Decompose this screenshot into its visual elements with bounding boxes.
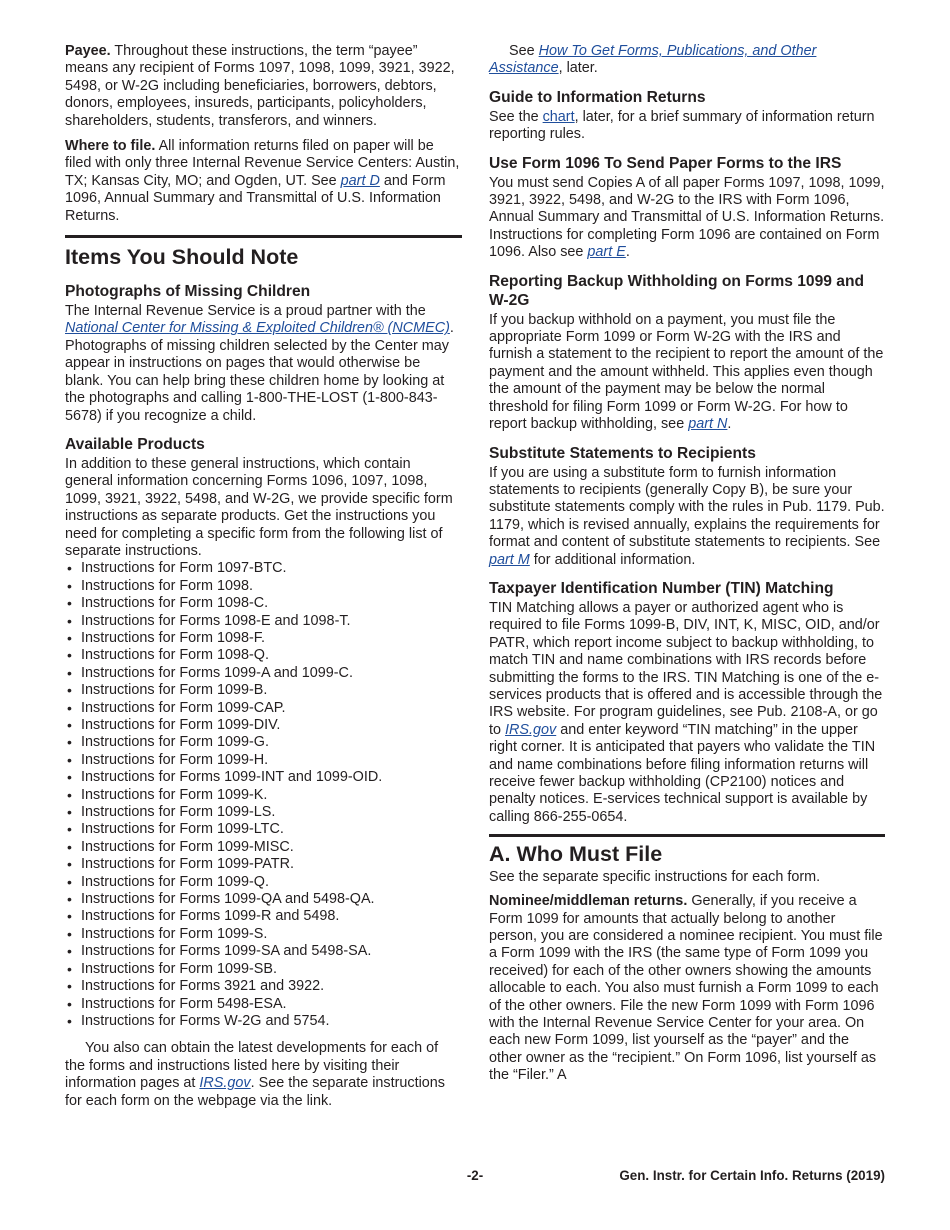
available-products-intro: In addition to these general instructions, which contain general information concerning Forms 1096, 1097, 1098, 1099, 3921, 3922, 5498, and W-2G, we provide specific form instructions as separate products. Get the instructions you need for completing a specific form from the following list of separate instructions. [65,455,453,559]
list-item: • Instructions for Form 1099-PATR. [65,856,462,873]
missing-children-text-b: . Photographs of missing children selected by the Center may appear in instructions on pages that would otherwise be blank. You can help bring these children home by looking at the photographs and calling 1-800-THE-LOST (1-800-843-5678) if you recognize a child. [65,320,454,424]
substitute-text-a: If you are using a substitute form to furnish information statements to recipients (generally Copy B), be sure your substitute statements comply with the rules in Pub. 1179. Pub. 1179, which is revised annually, explains the requirements for format and content of substitute statements to recipients. See [489,464,885,551]
chart-link[interactable]: chart [542,108,575,125]
where-to-file-text-b: and Form 1096, Annual Summary and Transmittal of U.S. Information Returns. [65,172,446,224]
list-item: • Instructions for Forms W-2G and 5754. [65,1013,462,1030]
available-products-closing [65,1040,462,1110]
list-item: • Instructions for Form 1099-K. [65,787,462,804]
instructions-list [65,560,462,1030]
page-number: -2- [466,1168,484,1183]
list-item: • Instructions for Forms 1099-R and 5498. [65,908,462,925]
payee-term: Payee. [65,43,111,59]
list-item: • Instructions for Forms 3921 and 3922. [65,978,462,995]
substitute-paragraph [489,465,885,569]
nominee-term: Nominee/middleman returns. [489,893,688,910]
backup-text-a: If you backup withhold on a payment, you must file the appropriate Form 1099 or Form W-2G with the IRS and furnish a statement to the recipient to report the amount of the payment and the amount withheld. This applies even though the amount of the payment may be below the normal threshold for filing Form 1099 or Form W-2G. For how to report backup withholding, see [489,311,884,433]
list-item: • Instructions for Form 1098-F. [65,630,462,647]
guide-heading: Guide to Information Returns [489,88,706,106]
nominee-paragraph [489,893,885,1084]
guide-paragraph [489,109,885,144]
list-item: • Instructions for Form 1099-LS. [65,804,462,821]
backup-heading: Reporting Backup Withholding on Forms 1099 and W-2G [489,272,864,309]
irs-gov-link[interactable]: IRS.gov [199,1075,251,1092]
available-products-heading: Available Products [65,435,205,453]
see-forms-text-a: See [509,43,535,59]
payee-text: Throughout these instructions, the term “payee” means any recipient of Forms 1097, 1098, 1099, 3921, 3922, 5498, or W-2G including beneficiaries, borrowers, debtors, donors, employees, insureds, participants, policyholders, shareholders, students, transferors, and winners. [65,43,455,129]
list-item: • Instructions for Form 1099-LTC. [65,821,462,838]
form1096-text-a: You must send Copies A of all paper Forms 1097, 1098, 1099, 3921, 3922, 5498, and W-2G to the IRS with Form 1096, Annual Summary and Transmittal of U.S. Information Returns. Instructions for completing Form 1096 are contained on Form 1096. Also see [489,174,885,261]
substitute-text-b: for additional information. [533,551,696,568]
part-d-link[interactable]: part D [340,172,380,189]
form1096-heading: Use Form 1096 To Send Paper Forms to the IRS [489,154,842,172]
tin-heading: Taxpayer Identification Number (TIN) Matching [489,579,834,597]
get-forms-link[interactable]: How To Get Forms, Publications, and Other Assistance [489,43,817,77]
part-m-link[interactable]: part M [489,551,530,568]
list-item: • Instructions for Form 1099-MISC. [65,839,462,856]
closing-text-b: . See the separate instructions for each form on the webpage via the link. [65,1075,445,1109]
ncmec-link[interactable]: National Center for Missing & Exploited Children® (NCMEC) [65,320,450,337]
who-must-file-intro: See the separate specific instructions for each form. [489,869,821,886]
where-to-file-text-a: All information returns filed on paper will be filed with only three Internal Revenue Service Centers: Austin, TX; Kansas City, MO; and Ogden, UT. See [65,138,460,189]
payee-paragraph [65,43,462,130]
list-item: • Instructions for Form 1099-SB. [65,961,462,978]
list-item: • Instructions for Form 1099-G. [65,734,462,751]
tin-irs-gov-link[interactable]: IRS.gov [505,721,557,738]
footer-title: Gen. Instr. for Certain Info. Returns (2019) [619,1168,885,1183]
tin-text-b: and enter keyword “TIN matching” in the upper right corner. It is anticipated that payers who validate the TIN and name combinations before filing information returns will receive fewer backup withholding (CP2100) notices and penalty notices. E-services technical support is available by calling 866-255-0654. [489,721,876,825]
left-column [65,43,462,1116]
form1096-text-b: . [625,244,630,261]
list-item: • Instructions for Form 1099-Q. [65,874,462,891]
list-item: • Instructions for Form 1099-DIV. [65,717,462,734]
missing-children-text-a: The Internal Revenue Service is a proud partner with the [65,303,426,320]
where-to-file-paragraph [65,138,462,225]
missing-children-paragraph [65,303,462,425]
right-column [489,43,885,1091]
list-item: • Instructions for Forms 1099-A and 1099-C. [65,665,462,682]
nominee-text: Generally, if you receive a Form 1099 for amounts that actually belong to another person, you are considered a nominee recipient. You must file a Form 1099 with the IRS (the same type of Form 1099 you received) for each of the other owners showing the amounts allocable to each. You also must furnish a Form 1099 to each of the other owners. File the new Form 1099 with Form 1096 with the Internal Revenue Service Center for your area. On each new Form 1099, list yourself as the “payer” and the other owner as the “recipient.” On Form 1096, list yourself as the “Filer.” A [489,893,883,1084]
list-item: • Instructions for Forms 1098-E and 1098-T. [65,613,462,630]
see-forms-paragraph [489,43,885,78]
closing-text-a: You also can obtain the latest developments for each of the forms and instructions listed here by visiting their information pages at [65,1040,439,1092]
where-to-file-term: Where to file. [65,138,156,155]
form1096-paragraph [489,175,885,262]
missing-children-heading: Photographs of Missing Children [65,283,311,301]
substitute-heading: Substitute Statements to Recipients [489,444,756,462]
list-item: • Instructions for Form 1099-S. [65,926,462,943]
list-item: • Instructions for Form 1098. [65,578,462,595]
list-item: • Instructions for Form 1099-CAP. [65,700,462,717]
backup-paragraph [489,312,885,434]
part-n-link[interactable]: part N [688,416,728,433]
items-heading: Items You Should Note [65,245,299,270]
who-must-file-heading: A. Who Must File [489,842,663,867]
list-item: • Instructions for Forms 1099-QA and 5498-QA. [65,891,462,908]
guide-text-b: , later, for a brief summary of information return reporting rules. [489,108,875,143]
list-item: • Instructions for Forms 1099-INT and 1099-OID. [65,769,462,786]
backup-text-b: . [727,416,732,433]
tin-text-a: TIN Matching allows a payer or authorized agent who is required to file Forms 1099-B, DIV, INT, K, MISC, OID, and/or PATR, which report income subject to backup withholding, to match TIN and name combinations with IRS records before submitting the forms to the IRS. TIN Matching is one of the e-services products that is offered and is accessible through the IRS website. For program guidelines, see Pub. 2108-A, or go to [489,599,883,738]
list-item: • Instructions for Form 5498-ESA. [65,996,462,1013]
list-item: • Instructions for Forms 1099-SA and 5498-SA. [65,943,462,960]
see-forms-text-b: , later. [558,60,598,77]
tin-paragraph [489,600,885,826]
guide-text-a: See the [489,108,539,125]
list-item: • Instructions for Form 1098-Q. [65,647,462,664]
list-item: • Instructions for Form 1099-H. [65,752,462,769]
list-item: • Instructions for Form 1099-B. [65,682,462,699]
list-item: • Instructions for Form 1098-C. [65,595,462,612]
list-item: • Instructions for Form 1097-BTC. [65,560,462,577]
part-e-link[interactable]: part E [587,244,626,261]
